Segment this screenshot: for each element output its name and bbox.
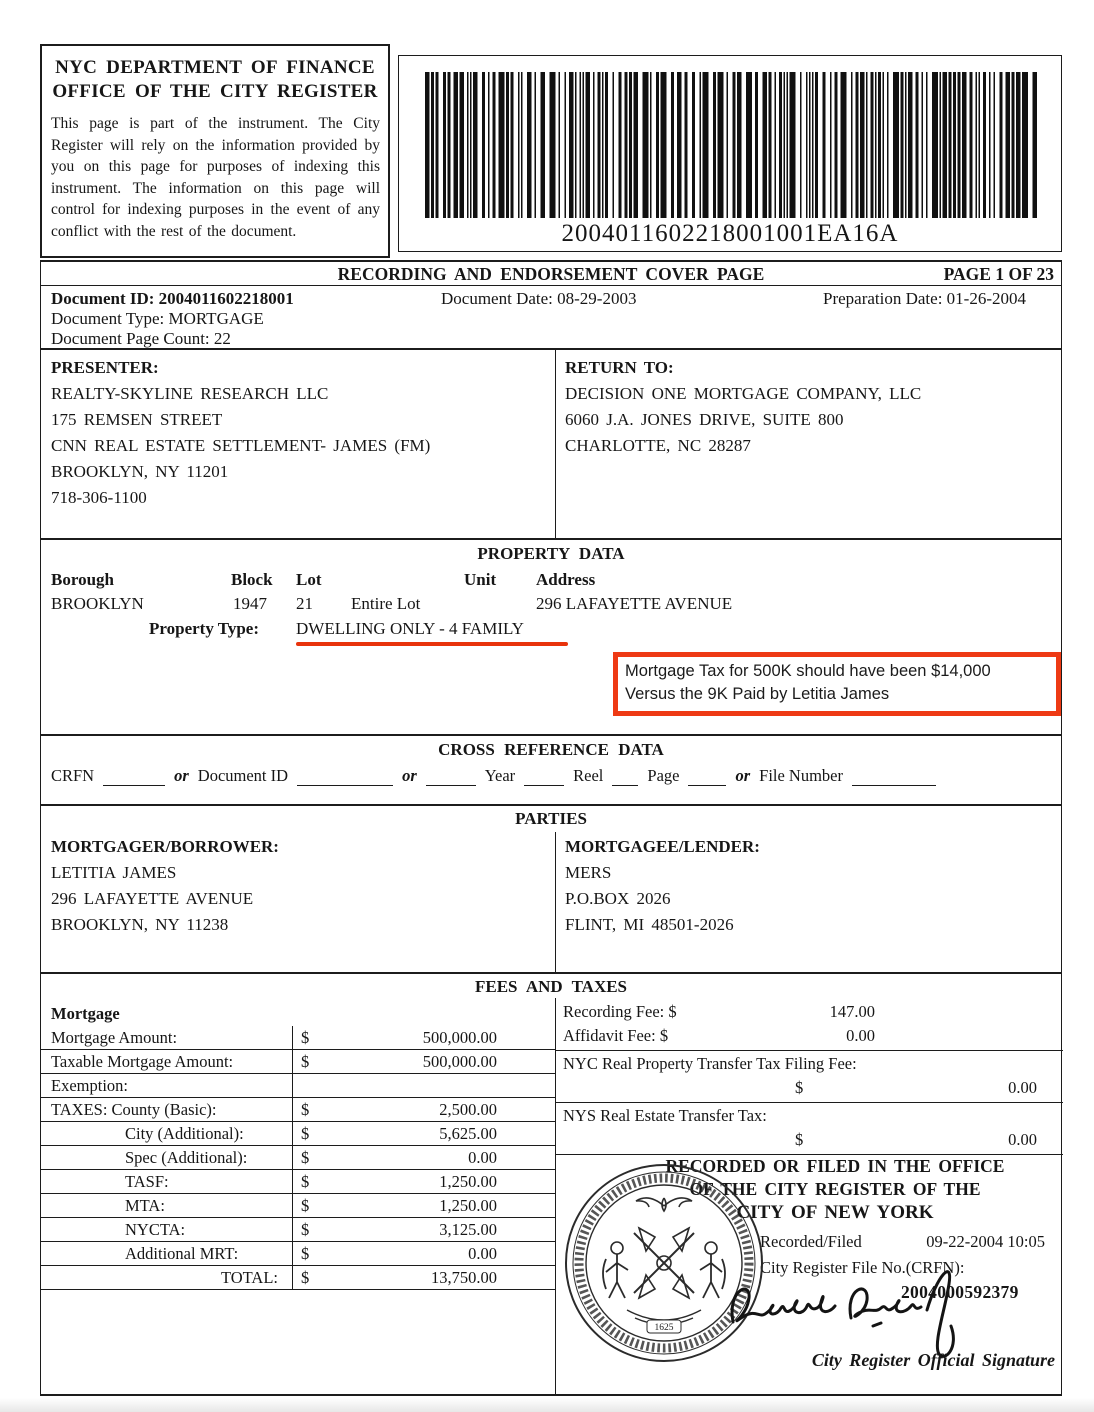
borrower-line: LETITIA JAMES [51,863,177,882]
property-data-heading: PROPERTY DATA [477,544,625,563]
fee-total-row [41,1266,555,1290]
currency-symbol: $ [795,1078,804,1097]
lender-heading: MORTGAGEE/LENDER: [565,837,760,856]
fee-label: Spec (Additional): [41,1146,293,1169]
mortgage-fee-table [41,1002,555,1290]
presenter-line: 718-306-1100 [51,488,147,507]
crfn-label: CRFN [51,766,95,785]
barcode-number: 2004011602218001001EA16A [561,220,899,247]
presenter-line: BROOKLYN, NY 11201 [51,462,229,481]
col-address: Address [536,570,596,589]
fee-label: Additional MRT: [41,1242,293,1265]
currency-symbol: $ [301,1172,310,1191]
borrower-column [51,834,279,938]
fee-label: TASF: [41,1170,293,1193]
fee-row [41,1026,555,1050]
lender-line: P.O.BOX 2026 [565,889,671,908]
fee-amount: 2,500.00 [439,1100,497,1119]
fee-label: Taxable Mortgage Amount: [41,1050,293,1073]
parties-section [40,806,1062,974]
col-unit: Unit [464,570,497,589]
fee-amount [301,1074,555,1097]
borough-value: BROOKLYN [51,594,144,613]
agency-header-box [40,44,390,258]
nys-rett-amount: 0.00 [1008,1130,1037,1149]
fee-row [41,1242,555,1266]
fee-row [41,1170,555,1194]
page-label: Page [647,766,680,785]
recorded-line1: RECORDED OR FILED IN THE OFFICE [665,1156,1005,1176]
agency-title-line2: OFFICE OF THE CITY REGISTER [52,81,378,102]
borrower-line: BROOKLYN, NY 11238 [51,915,229,934]
recorded-filed-value: 09-22-2004 10:05 [926,1232,1045,1251]
presenter-line: 175 REMSEN STREET [51,410,223,429]
presenter-column [51,355,430,511]
or-label: or [735,766,751,785]
nys-rett-label: NYS Real Estate Transfer Tax: [563,1106,767,1125]
presenter-return-section [40,350,1062,540]
address-value: 296 LAFAYETTE AVENUE [536,594,733,613]
cross-reference-heading: CROSS REFERENCE DATA [438,740,664,759]
annotation-note-box [613,652,1061,716]
page-blank [688,771,726,786]
column-divider [555,350,556,538]
year-label: Year [484,766,516,785]
block-value: 1947 [233,594,267,613]
document-date: Document Date: 08-29-2003 [441,289,637,308]
or-label: or [402,766,417,785]
document-type: Document Type: MORTGAGE [51,309,264,328]
fees-heading: FEES AND TAXES [474,977,628,996]
affidavit-fee-label: Affidavit Fee: $ [563,1026,669,1045]
presenter-line: REALTY-SKYLINE RESEARCH LLC [51,384,329,403]
col-block: Block [231,570,273,589]
currency-symbol: $ [301,1124,310,1143]
property-type-label: Property Type: [149,619,260,638]
crfn-label: City Register File No.(CRFN): [760,1258,965,1277]
seal-year: 1625 [654,1323,674,1333]
fees-and-taxes-section [40,974,1062,1396]
document-info-block [40,286,1062,350]
barcode-icon [425,72,1037,218]
crfn-blank [103,771,165,786]
divider [555,1154,1063,1155]
indexing-notice: This page is part of the instrument. The City Register will rely on the information provided by you on this page for purposes of indexing this instrument. The information on this page will control for indexing purposes in the event of any conflict with the rest of the document. [51,115,380,240]
affidavit-fee-amount: 0.00 [846,1026,875,1045]
currency-symbol: $ [795,1130,804,1149]
recorded-line3: CITY OF NEW YORK [736,1202,934,1223]
return-to-column [565,355,921,459]
borrower-heading: MORTGAGER/BORROWER: [51,837,279,856]
fee-label: MTA: [41,1194,293,1217]
lender-line: FLINT, MI 48501-2026 [565,915,734,934]
fee-amount: 0.00 [468,1148,497,1167]
lender-line: MERS [565,863,612,882]
file-number-label: File Number [759,766,844,785]
presenter-line: CNN REAL ESTATE SETTLEMENT- JAMES (FM) [51,436,431,455]
currency-symbol: $ [301,1028,310,1047]
page-indicator: PAGE 1 OF 23 [943,264,1054,284]
fee-row [41,1098,555,1122]
lot-extent-value: Entire Lot [351,594,421,613]
recording-fee-label: Recording Fee: $ [563,1002,677,1021]
fee-label: Mortgage Amount: [41,1026,293,1049]
fee-label: TAXES: County (Basic): [41,1098,293,1121]
col-lot: Lot [296,570,322,589]
reel-label: Reel [573,766,604,785]
property-data-section [40,540,1062,736]
fee-amount: 5,625.00 [439,1124,497,1143]
recorded-filed-label: Recorded/Filed [760,1232,862,1251]
fee-row [41,1050,555,1074]
year-blank [524,771,564,786]
reel-blank [612,771,638,786]
recording-fee-amount: 147.00 [829,1002,875,1021]
parties-heading: PARTIES [515,809,587,828]
lender-column [565,834,760,938]
cross-reference-fields [51,766,1051,786]
fees-right-column [555,998,1063,1396]
scan-page-edge [0,1398,1094,1412]
red-underline-annotation [296,642,568,646]
year-blank-pre [426,771,476,786]
borrower-line: 296 LAFAYETTE AVENUE [51,889,254,908]
file-number-blank [852,771,936,786]
return-to-heading: RETURN TO: [565,358,674,377]
currency-symbol: $ [301,1148,310,1167]
fee-row [41,1146,555,1170]
currency-symbol: $ [301,1268,310,1287]
fee-amount: 500,000.00 [422,1052,497,1071]
return-to-line: CHARLOTTE, NC 28287 [565,436,751,455]
document-id-blank [297,771,393,786]
lot-value: 21 [296,594,313,613]
fee-row [41,1218,555,1242]
fee-label: TOTAL: [41,1266,293,1289]
document-id: Document ID: 2004011602218001 [51,289,294,308]
divider [555,1102,1063,1103]
document-page-count: Document Page Count: 22 [51,329,231,348]
fee-amount: 13,750.00 [431,1268,497,1287]
currency-symbol: $ [301,1100,310,1119]
fee-row [41,1074,555,1098]
crfn-value: 2004000592379 [901,1282,1019,1302]
fee-amount: 1,250.00 [439,1196,497,1215]
fee-amount: 0.00 [468,1244,497,1263]
fee-row [41,1194,555,1218]
col-borough: Borough [51,570,114,589]
nyc-rptt-label: NYC Real Property Transfer Tax Filing Fee: [563,1054,857,1073]
cover-title: RECORDING AND ENDORSEMENT COVER PAGE [337,264,765,284]
nyc-rptt-amount: 0.00 [1008,1078,1037,1097]
annotation-line1: Mortgage Tax for 500K should have been $14,000 [625,662,991,680]
cross-reference-section [40,736,1062,806]
fee-label: NYCTA: [41,1218,293,1241]
fee-row [41,1122,555,1146]
agency-title-line1: NYC DEPARTMENT OF FINANCE [55,57,375,78]
fee-group-label: Mortgage [51,1004,120,1023]
currency-symbol: $ [301,1052,310,1071]
fee-group-row [41,1002,555,1026]
preparation-date: Preparation Date: 01-26-2004 [823,289,1026,308]
fee-amount: 3,125.00 [439,1220,497,1239]
column-divider [555,832,556,974]
currency-symbol: $ [301,1244,310,1263]
recorded-line2: OF THE CITY REGISTER OF THE [689,1179,981,1199]
signature-caption: City Register Official Signature [811,1350,1055,1370]
barcode-box [398,55,1062,252]
property-type-value: DWELLING ONLY - 4 FAMILY [296,619,524,638]
or-label: or [174,766,189,785]
currency-symbol: $ [301,1196,310,1215]
return-to-line: 6060 J.A. JONES DRIVE, SUITE 800 [565,410,844,429]
fee-label: City (Additional): [41,1122,293,1145]
cover-title-row [40,260,1062,286]
annotation-line2: Versus the 9K Paid by Letitia James [625,685,890,703]
divider [555,1050,1063,1051]
fee-amount: 500,000.00 [422,1028,497,1047]
presenter-heading: PRESENTER: [51,358,159,377]
fee-label: Exemption: [41,1074,293,1097]
document-id-label: Document ID [197,766,289,785]
return-to-line: DECISION ONE MORTGAGE COMPANY, LLC [565,384,922,403]
fee-amount: 1,250.00 [439,1172,497,1191]
currency-symbol: $ [301,1220,310,1239]
